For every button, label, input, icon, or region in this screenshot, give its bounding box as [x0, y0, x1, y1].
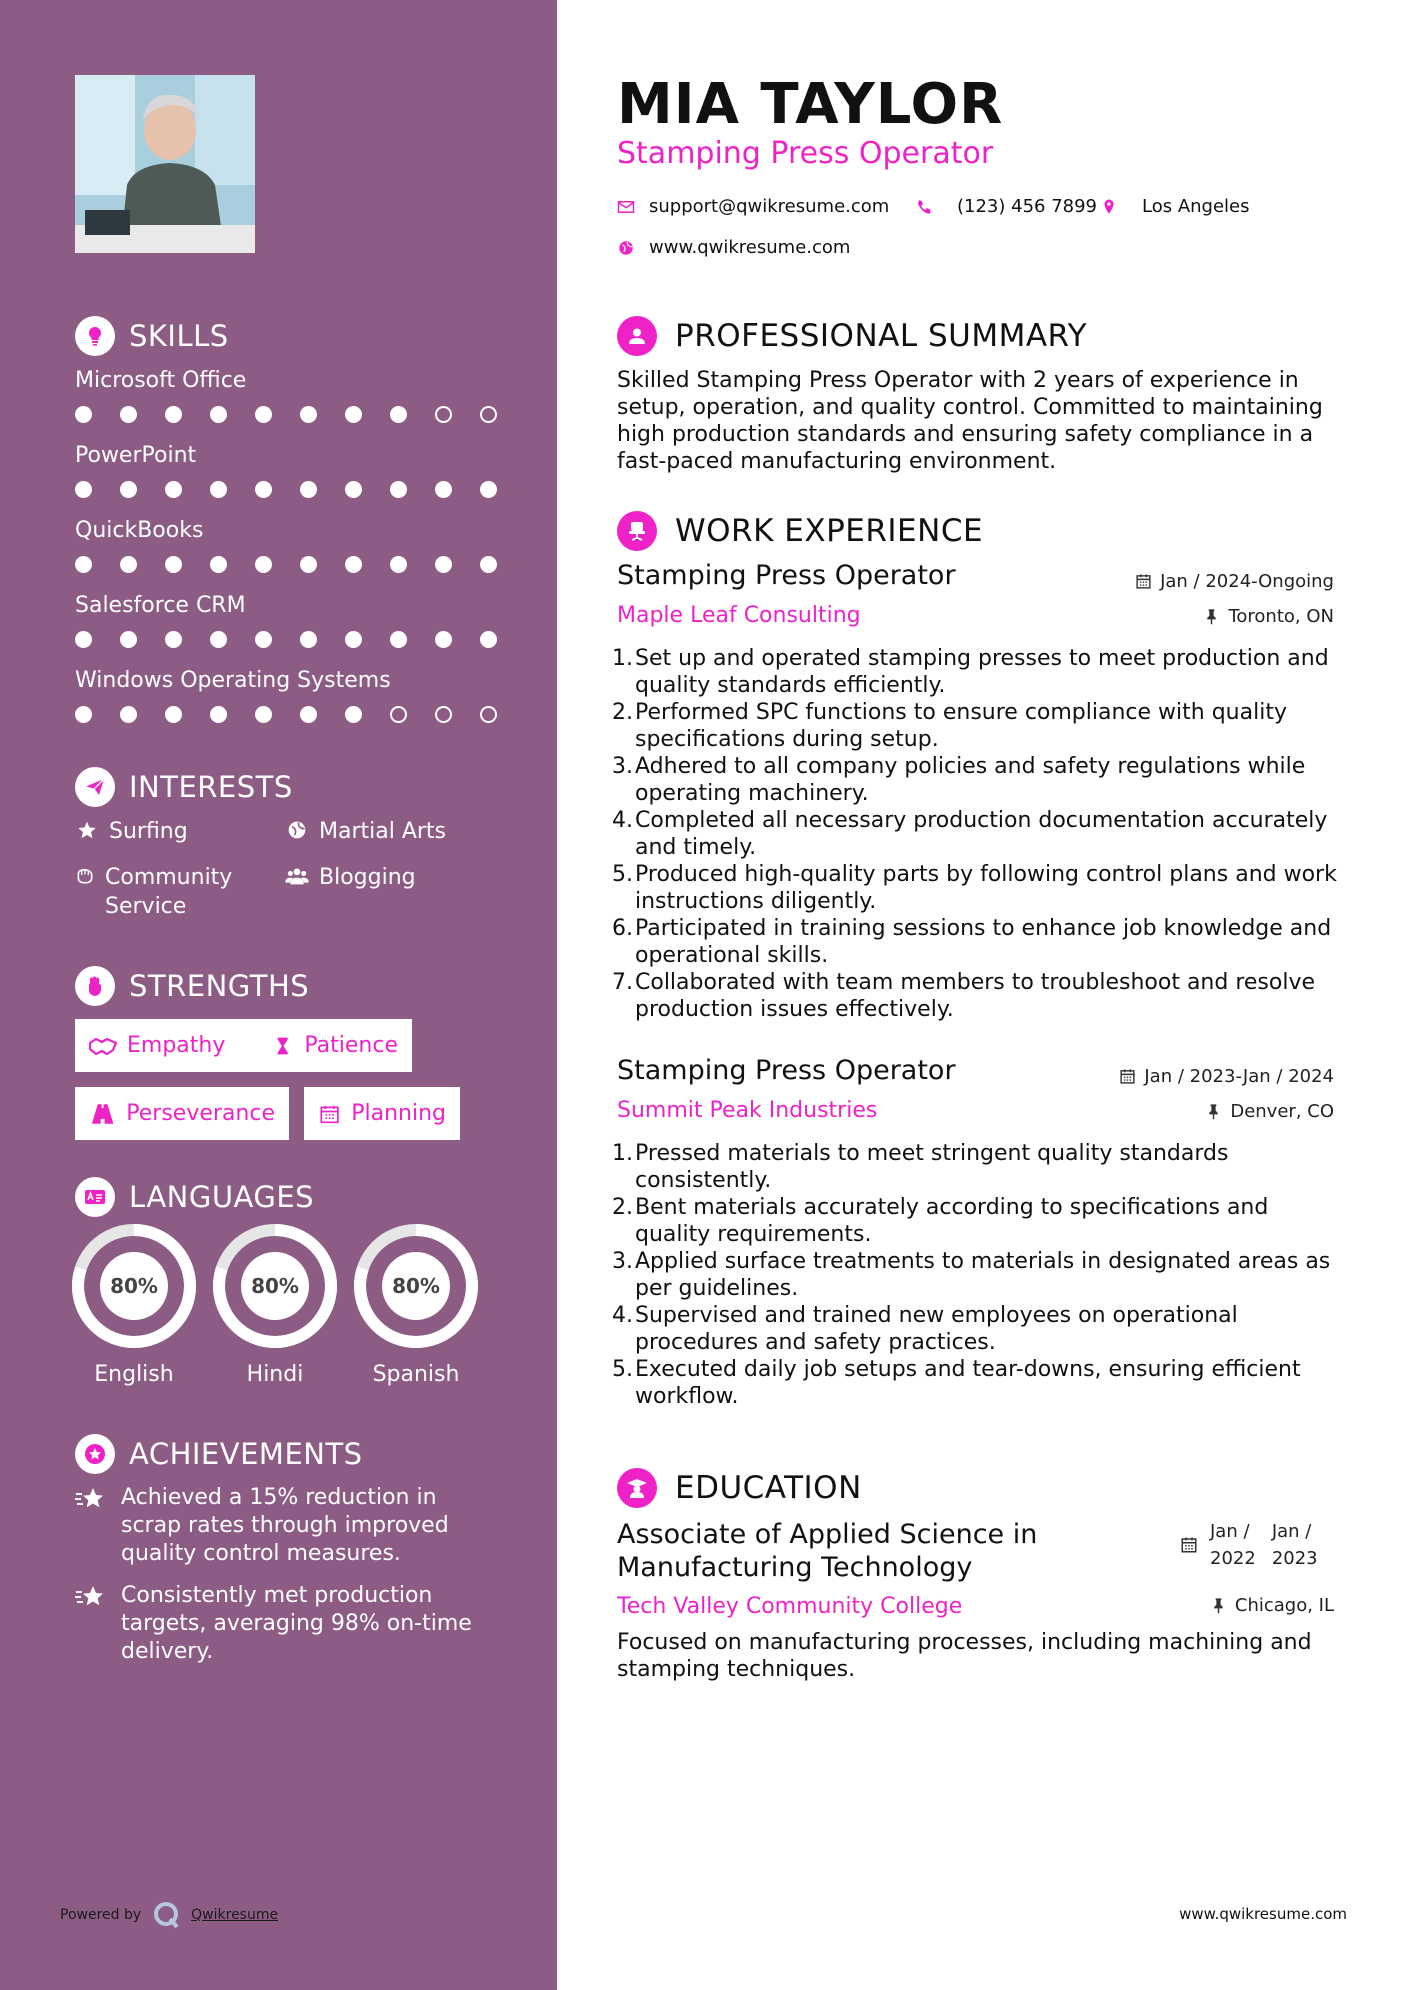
skill-name: QuickBooks — [75, 518, 204, 543]
calendar-icon — [1135, 573, 1152, 590]
rating-dot-filled — [255, 631, 272, 648]
rating-dot-filled — [120, 706, 137, 723]
rating-dot-filled — [300, 706, 317, 723]
candidate-name: MIA TAYLOR — [617, 72, 1004, 137]
rating-dot-filled — [390, 406, 407, 423]
pushpin-icon — [1210, 1597, 1227, 1614]
duty-item: Executed daily job setups and tear-downs, ensuring efficient workflow. — [635, 1357, 1301, 1409]
star-burst-icon — [75, 1484, 107, 1568]
rating-dot-filled — [435, 631, 452, 648]
language-ring — [354, 1224, 478, 1348]
duty-item: Completed all necessary production documentation accurately and timely. — [635, 808, 1328, 860]
education-heading — [617, 1468, 862, 1508]
star-burst-icon — [75, 1582, 107, 1666]
office-chair-icon — [617, 511, 657, 551]
skill-name: Windows Operating Systems — [75, 668, 391, 693]
rating-dot-filled — [300, 556, 317, 573]
footer-url[interactable]: www.qwikresume.com — [1179, 1905, 1347, 1923]
duty-item: Supervised and trained new employees on operational procedures and safety practices. — [635, 1303, 1238, 1355]
skill-rating — [75, 706, 525, 723]
skills-title: SKILLS — [129, 319, 229, 353]
rating-dot-filled — [165, 556, 182, 573]
rating-dot-filled — [75, 556, 92, 573]
skill-name: Salesforce CRM — [75, 593, 246, 618]
interest-item: Blogging — [285, 863, 505, 892]
skill-name: Microsoft Office — [75, 368, 247, 393]
degree-title: Associate of Applied Science in Manufacturing Technology — [617, 1519, 1038, 1583]
rating-dot-filled — [210, 706, 227, 723]
star-icon — [75, 817, 99, 846]
experience-title: WORK EXPERIENCE — [675, 513, 984, 549]
summary-heading — [617, 316, 1087, 356]
rating-dot-filled — [435, 481, 452, 498]
skill-rating — [75, 406, 525, 423]
duty-item: Bent materials accurately according to specifications and quality requirements. — [635, 1195, 1269, 1247]
rating-dot-filled — [120, 406, 137, 423]
job-title: Stamping Press Operator — [617, 560, 956, 591]
language-item — [354, 1224, 478, 1387]
strength-chip: Empathy — [75, 1019, 257, 1072]
rating-dot-filled — [255, 406, 272, 423]
interests-title: INTERESTS — [129, 770, 293, 804]
award-star-icon — [75, 1434, 115, 1474]
job-title: Stamping Press Operator — [617, 1055, 956, 1086]
interest-item: Surfing — [75, 817, 265, 846]
duty-item: Pressed materials to meet stringent quality standards consistently. — [635, 1141, 1229, 1193]
skill-name: PowerPoint — [75, 443, 197, 468]
rating-dot-filled — [390, 481, 407, 498]
education-location: Chicago, IL — [1210, 1595, 1334, 1616]
lightbulb-icon — [75, 316, 115, 356]
interests-heading — [75, 767, 293, 807]
globe-icon — [617, 239, 635, 257]
rating-dot-empty — [390, 706, 407, 723]
achievements-title: ACHIEVEMENTS — [129, 1437, 363, 1471]
pushpin-icon — [1203, 608, 1220, 625]
language-percent: 80% — [110, 1274, 158, 1298]
rating-dot-filled — [75, 481, 92, 498]
strengths-title: STRENGTHS — [129, 969, 310, 1003]
duty-item: Applied surface treatments to materials in designated areas as per guidelines. — [635, 1249, 1331, 1301]
user-icon — [617, 316, 657, 356]
school-name: Tech Valley Community College — [617, 1594, 963, 1619]
rating-dot-filled — [345, 481, 362, 498]
rating-dot-filled — [210, 406, 227, 423]
rating-dot-filled — [165, 706, 182, 723]
education-dates: Jan / 2022 Jan / 2023 — [1180, 1518, 1318, 1572]
globe-icon — [285, 817, 309, 846]
duty-item: Performed SPC functions to ensure compliance with quality specifications during setup. — [635, 700, 1287, 752]
rating-dot-filled — [300, 631, 317, 648]
duty-item: Produced high-quality parts by following control plans and work instructions diligently. — [635, 862, 1337, 914]
job-company: Maple Leaf Consulting — [617, 603, 861, 628]
calendar-icon — [1119, 1068, 1136, 1085]
rating-dot-filled — [120, 556, 137, 573]
users-icon — [285, 863, 309, 892]
rating-dot-filled — [210, 556, 227, 573]
language-name: Hindi — [246, 1362, 304, 1387]
skill-rating — [75, 631, 525, 648]
rating-dot-filled — [435, 556, 452, 573]
rating-dot-filled — [255, 706, 272, 723]
calendar-icon — [318, 1102, 341, 1126]
road-icon — [89, 1102, 116, 1126]
job-location: Denver, CO — [1205, 1101, 1334, 1122]
rating-dot-empty — [480, 406, 497, 423]
rating-dot-filled — [255, 481, 272, 498]
profile-photo — [75, 75, 255, 253]
graduate-icon — [617, 1468, 657, 1508]
rating-dot-filled — [345, 556, 362, 573]
hourglass-icon — [271, 1034, 294, 1058]
contact-location: Los Angeles — [1100, 196, 1250, 217]
rating-dot-filled — [120, 481, 137, 498]
interest-item: Community Service — [75, 863, 275, 921]
job-dates: Jan / 2023-Jan / 2024 — [1119, 1066, 1334, 1087]
skill-rating — [75, 556, 525, 573]
rating-dot-filled — [255, 556, 272, 573]
strength-chip: Perseverance — [75, 1087, 289, 1140]
summary-title: PROFESSIONAL SUMMARY — [675, 318, 1088, 354]
fist-icon — [75, 966, 115, 1006]
duty-item: Set up and operated stamping presses to meet production and quality standards efficiently. — [635, 646, 1329, 698]
language-ring — [72, 1224, 196, 1348]
language-percent: 80% — [251, 1274, 299, 1298]
rating-dot-filled — [120, 631, 137, 648]
qwikresume-link[interactable]: Qwikresume — [191, 1907, 279, 1923]
contact-phone[interactable]: (123) 456 7899 — [915, 196, 1097, 217]
rating-dot-filled — [165, 631, 182, 648]
rating-dot-filled — [210, 631, 227, 648]
rating-dot-filled — [300, 406, 317, 423]
rating-dot-filled — [345, 631, 362, 648]
duty-item: Collaborated with team members to troubleshoot and resolve production issues effectively. — [635, 970, 1316, 1022]
languages-heading — [75, 1177, 314, 1217]
language-name: English — [94, 1362, 174, 1387]
language-item — [72, 1224, 196, 1387]
achievement-item: Consistently met production targets, averaging 98% on-time delivery. — [75, 1582, 495, 1666]
hand-icon — [75, 863, 95, 921]
map-pin-icon — [1100, 198, 1118, 216]
rating-dot-empty — [435, 406, 452, 423]
job-location: Toronto, ON — [1203, 606, 1334, 627]
rating-dot-empty — [435, 706, 452, 723]
rating-dot-filled — [75, 406, 92, 423]
rating-dot-filled — [480, 481, 497, 498]
powered-by: Powered by Qwikresume — [60, 1900, 278, 1930]
language-icon — [75, 1177, 115, 1217]
job-duties — [612, 645, 1342, 1023]
language-percent: 80% — [392, 1274, 440, 1298]
phone-icon — [915, 198, 933, 216]
rating-dot-filled — [165, 406, 182, 423]
languages-title: LANGUAGES — [129, 1180, 315, 1214]
rating-dot-filled — [75, 706, 92, 723]
education-text: Focused on manufacturing processes, including machining and stamping techniques. — [617, 1630, 1312, 1682]
paper-plane-icon — [75, 767, 115, 807]
strength-chip: Planning — [304, 1087, 460, 1140]
rating-dot-filled — [210, 481, 227, 498]
rating-dot-filled — [390, 556, 407, 573]
duty-item: Participated in training sessions to enhance job knowledge and operational skills. — [635, 916, 1332, 968]
strengths-heading — [75, 966, 309, 1006]
interest-item: Martial Arts — [285, 817, 505, 846]
sidebar — [0, 0, 557, 1990]
job-duties — [612, 1140, 1342, 1410]
rating-dot-filled — [75, 631, 92, 648]
calendar-icon — [1180, 1536, 1198, 1554]
rating-dot-filled — [300, 481, 317, 498]
rating-dot-empty — [480, 706, 497, 723]
rating-dot-filled — [345, 706, 362, 723]
language-name: Spanish — [372, 1362, 460, 1387]
job-company: Summit Peak Industries — [617, 1098, 878, 1123]
achievement-item: Achieved a 15% reduction in scrap rates through improved quality control measures. — [75, 1484, 495, 1568]
handshake-icon — [89, 1034, 117, 1058]
duty-item: Adhered to all company policies and safety regulations while operating machinery. — [635, 754, 1306, 806]
rating-dot-filled — [345, 406, 362, 423]
skills-heading — [75, 316, 229, 356]
envelope-icon — [617, 198, 635, 216]
pushpin-icon — [1205, 1103, 1222, 1120]
strength-chip: Patience — [257, 1019, 412, 1072]
language-item — [213, 1224, 337, 1387]
rating-dot-filled — [390, 631, 407, 648]
rating-dot-filled — [480, 631, 497, 648]
job-dates: Jan / 2024-Ongoing — [1135, 571, 1334, 592]
rating-dot-filled — [165, 481, 182, 498]
education-title: EDUCATION — [675, 1470, 862, 1506]
rating-dot-filled — [480, 556, 497, 573]
experience-heading — [617, 511, 983, 551]
achievements-heading — [75, 1434, 363, 1474]
summary-text: Skilled Stamping Press Operator with 2 years of experience in setup, operation, and quality control. Committed to maintaining high production standards and ensuring safety compliance in a fast-paced manufacturing environment. — [617, 368, 1323, 474]
candidate-role: Stamping Press Operator — [617, 136, 994, 171]
skill-rating — [75, 481, 525, 498]
contact-website[interactable]: www.qwikresume.com — [617, 237, 850, 258]
language-ring — [213, 1224, 337, 1348]
contact-email[interactable]: support@qwikresume.com — [617, 196, 889, 217]
qwikresume-logo-icon — [151, 1900, 181, 1930]
